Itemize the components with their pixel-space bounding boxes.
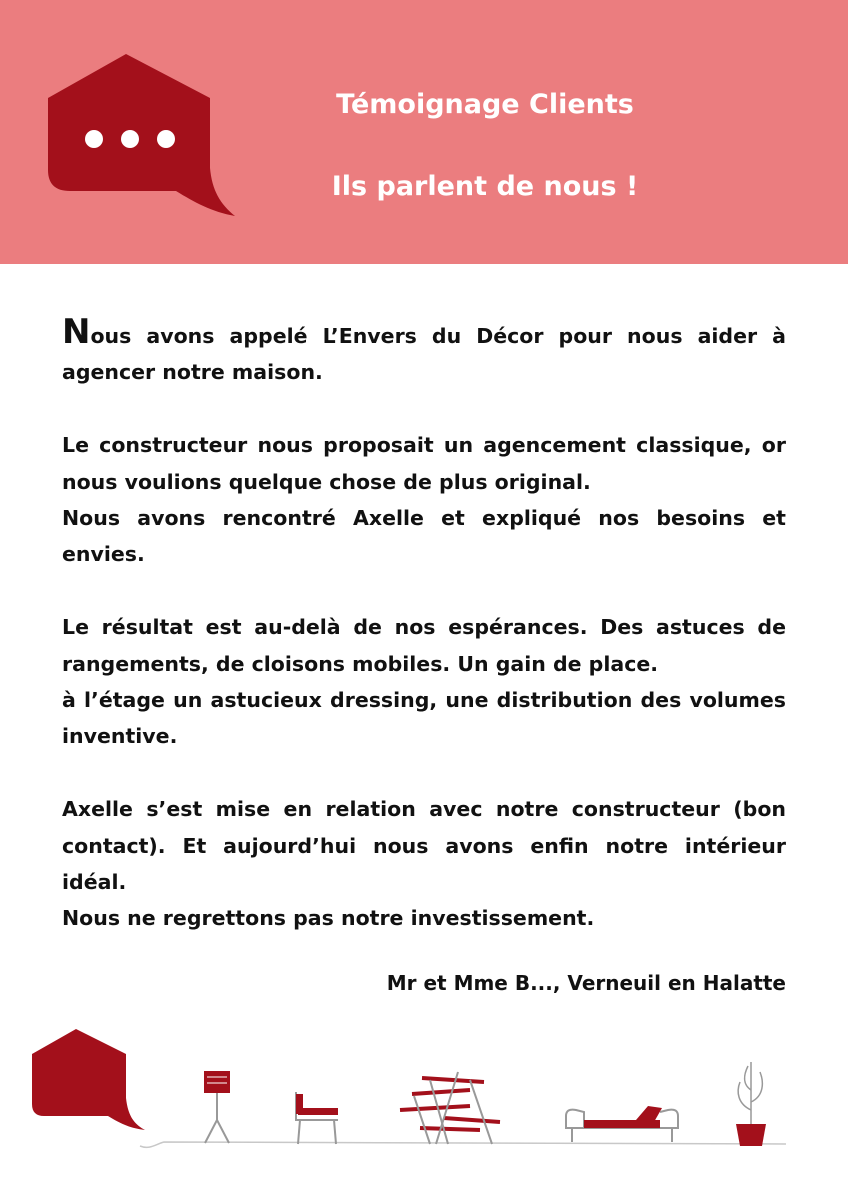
paragraph-3: [62, 609, 786, 755]
paragraph-2-line-1: Le constructeur nous proposait un agencement classique, or nous voulions quelque chose de plus original.: [62, 433, 786, 494]
testimonial-signature: Mr et Mme B..., Verneuil en Halatte: [386, 971, 786, 995]
paragraph-4-line-1: Axelle s’est mise en relation avec notre constructeur (bon contact). Et aujourd’hui nous avons enfin notre intérieur idéal.: [62, 797, 786, 895]
paragraph-4: [62, 791, 786, 937]
page-subtitle: Ils parlent de nous !: [331, 171, 639, 202]
paragraph-3-line-2: à l’étage un astucieux dressing, une distribution des volumes inventive.: [62, 688, 786, 749]
paragraph-1-text: ous avons appelé L’Envers du Décor pour nous aider à agencer notre maison.: [62, 324, 786, 385]
floor-line: [140, 1142, 786, 1147]
floor-lamp-icon: [204, 1071, 230, 1143]
header-banner: [0, 0, 848, 264]
speech-house-icon: [32, 1029, 145, 1130]
shelving-icon: [400, 1072, 500, 1144]
paragraph-2-line-2: Nous avons rencontré Axelle et expliqué nos besoins et envies.: [62, 506, 786, 567]
sofa-icon: [566, 1106, 678, 1142]
potted-plant-icon: [736, 1062, 766, 1146]
page-title: Témoignage Clients: [336, 89, 634, 120]
paragraph-3-line-1: Le résultat est au-delà de nos espérances. Des astuces de rangements, de cloisons mobiles. Un gain de place.: [62, 615, 786, 676]
footer-illustration: [0, 1020, 848, 1200]
paragraph-4-line-2: Nous ne regrettons pas notre investissement.: [62, 906, 595, 931]
paragraph-2: [62, 427, 786, 573]
drop-cap: N: [62, 312, 91, 352]
speech-house-icon: [44, 50, 239, 220]
paragraph-1: [62, 312, 786, 391]
testimonial-body: [62, 312, 786, 937]
chair-icon: [296, 1092, 338, 1144]
